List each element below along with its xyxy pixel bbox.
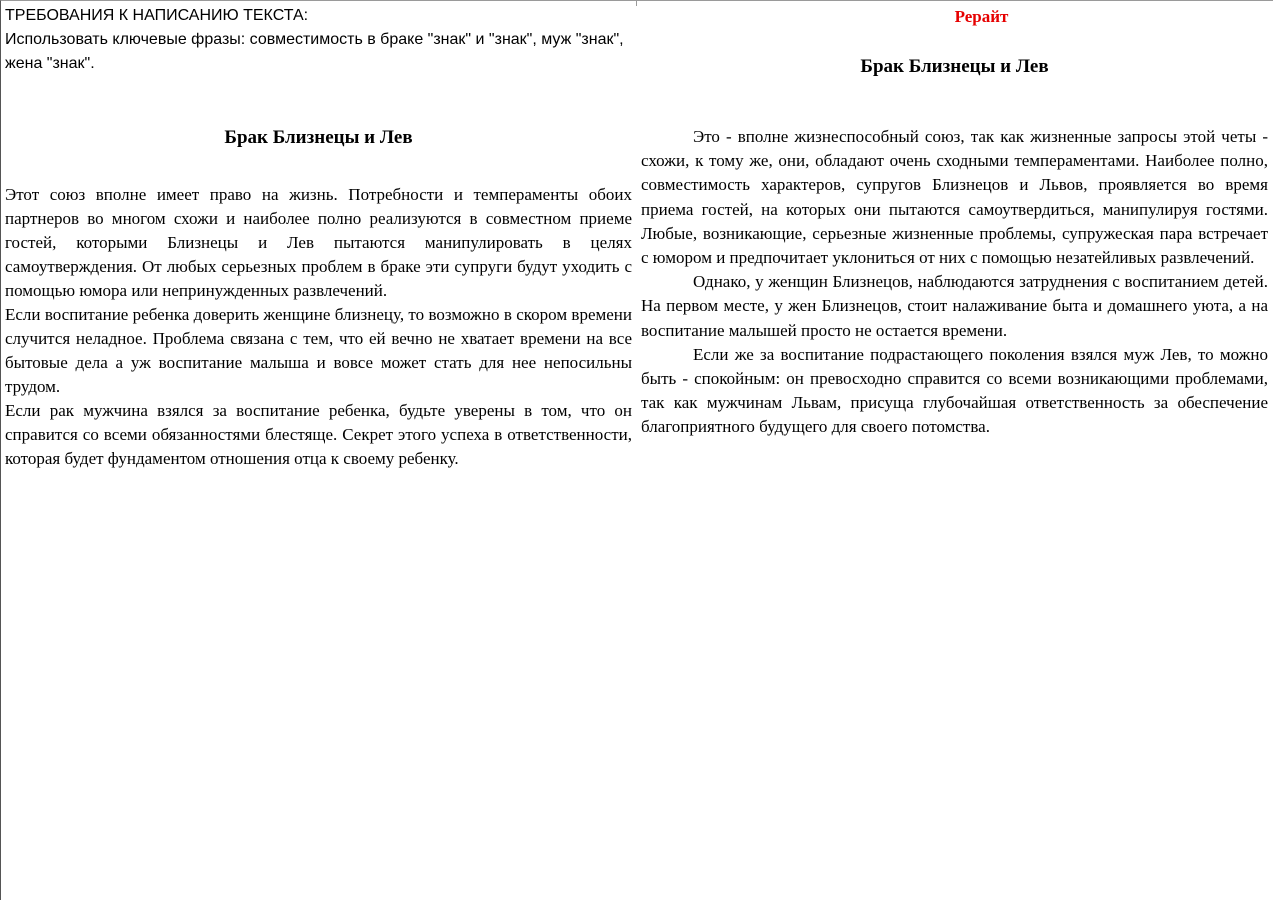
original-text-column [5,4,632,468]
rewrite-title: Брак Близнецы и Лев [860,56,1049,77]
rewrite-paragraph: Если же за воспитание подрастающего поколения взялся муж Лев, то можно быть - спокойным: он превосходно справится со всеми возникающими проблемами, так как мужчинам Львам, присуща глубочайшая ответственность за обеспечение благоприятного будущего для своего потомства. [641,344,1268,437]
original-paragraph: Если рак мужчина взялся за воспитание ребенка, будьте уверены в том, что он справится со всеми обязанностями блестяще. Секрет этого успеха в ответственности, которая будет фундаментом отношения отца к своему ребенку. [5,401,632,468]
rewrite-paragraph: Это - вполне жизнеспособный союз, так как жизненные запросы этой четы - схожи, к тому же, они, обладают очень сходными темпераментами. Наиболее полно, совместимость характеров, супругов Близнецов и Львов, проявляется во время приема гостей, на которых они пытаются самоутвердиться, манипулируя гостями. Любые, возникающие, серьезные жизненные проблемы, супружеская пара встречает с юмором и предпочитает уклониться от них с помощью незатейливых развлечений. [641,127,1268,268]
requirements-heading: ТРЕБОВАНИЯ К НАПИСАНИЮ ТЕКСТА: [5,7,309,24]
original-body [5,183,632,471]
rewrite-body [641,125,1268,440]
original-paragraph: Этот союз вполне имеет право на жизнь. Потребности и темпераменты обоих партнеров во многом схожи и наиболее полно реализуются в совместном приеме гостей, которыми Близнецы и Лев пытаются манипулировать в целях самоутверждения. От любых серьезных проблем в браке эти супруги будут уходить с помощью юмора или непринужденных развлечений. [5,185,632,300]
rewrite-paragraph: Однако, у женщин Близнецов, наблюдаются затруднения с воспитанием детей. На первом месте, у жен Близнецов, стоит налаживание быта и домашнего уюта, а на воспитание малышей просто не остается времени. [641,272,1268,340]
original-paragraph: Если воспитание ребенка доверить женщине близнецу, то возможно в скором времени случится неладное. Проблема связана с тем, что ей вечно не хватает времени на все бытовые дела а уж воспитание малыша и вовсе может стать для нее непосильны трудом. [5,305,632,396]
column-divider [636,0,637,6]
requirements-block [5,4,632,76]
original-title: Брак Близнецы и Лев [224,127,413,148]
rewrite-label: Рерайт [954,7,1009,26]
requirements-text: Использовать ключевые фразы: совместимость в браке "знак" и "знак", муж "знак", жена "знак". [5,31,624,72]
